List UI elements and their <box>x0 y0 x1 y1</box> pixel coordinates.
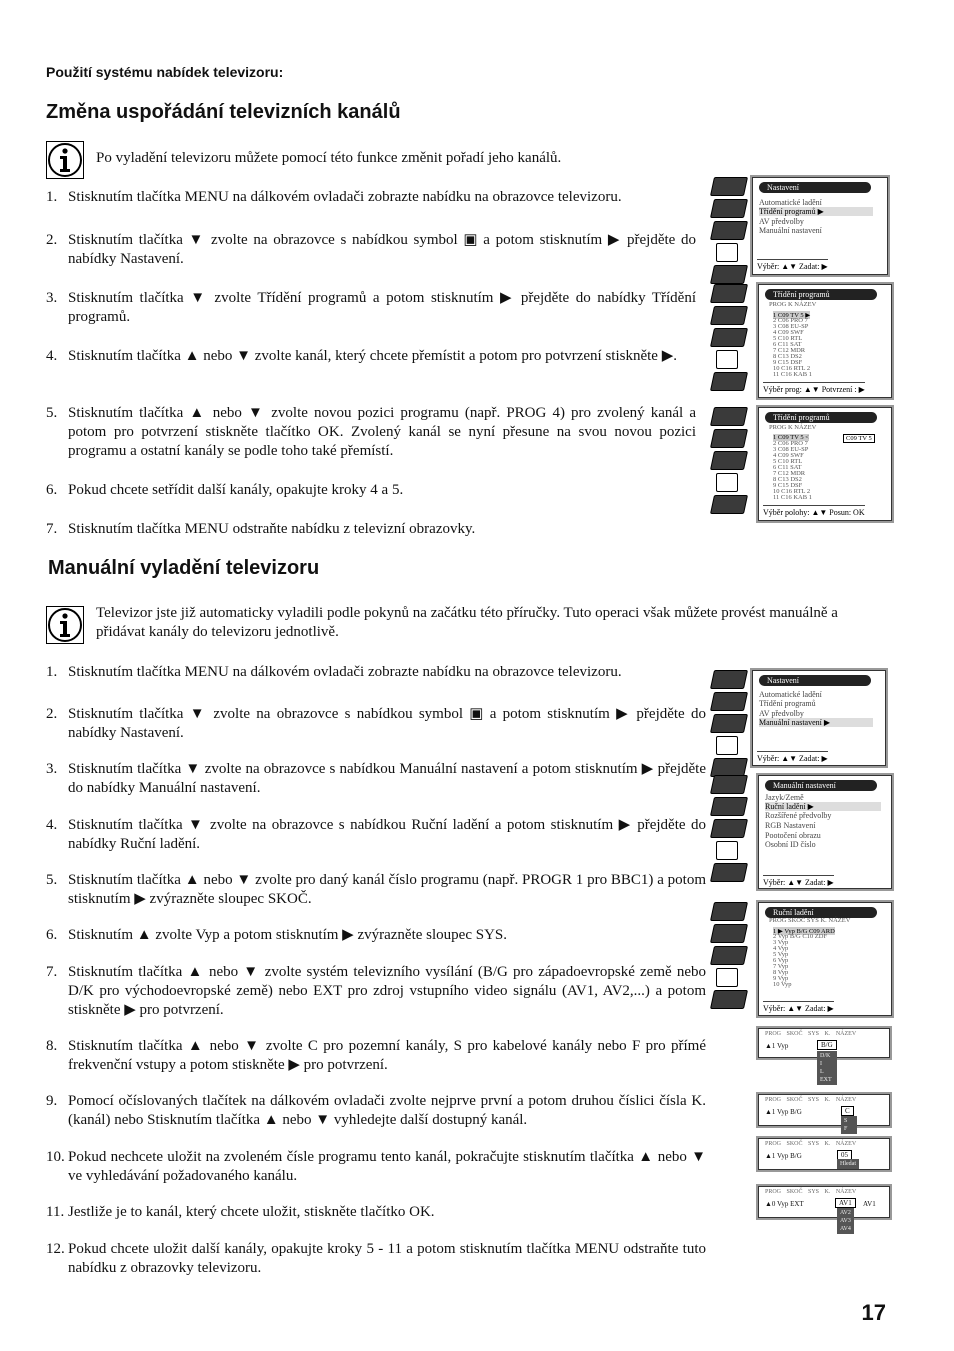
step-text: Stisknutím tlačítka ▲ nebo ▼ zvolte novou pozici programu (např. PROG 4) pro zvolený kanál a potom pro potvrzení stiskněte tlačítko OK. Zvolený kanál se nyní přesune na svou novou pozici programu a ostatní kanály se podle toho také přemístí. <box>68 405 696 459</box>
strip-ext: PROG SKOČ SYS K. NÁZEV ▲0 Vyp EXT AV1 AV1 AV2 AV3 AV4 <box>758 1186 890 1218</box>
step-item <box>46 663 706 682</box>
menu-row: 10 C16 RTL 2 <box>773 488 811 495</box>
step-text: Stisknutím tlačítka ▼ zvolte na obrazovce s nabídkou Ruční ladění a potom stisknutím ▶ přejděte do nabídky Ruční ladění. <box>68 817 706 852</box>
step-text: Stisknutím tlačítka ▲ nebo ▼ zvolte systém televizního vysílání (B/G pro západoevropské země nebo D/K pro východoevropské země) nebo EXT pro zdroj vstupního video signálu (AV1, AV2,...) a potom stiskněte ▶ pro potvrzení. <box>68 964 706 1018</box>
menu-row: 4 C09 SWF <box>773 329 804 336</box>
step-number: 3. <box>46 290 58 306</box>
menu-row: 7 C12 MDR <box>773 347 806 354</box>
section-header: Použití systému nabídek televizoru: <box>46 64 284 80</box>
menu-nastaveni-1: Nastavení Automatické ladění Třídění programů ▶ AV předvolby Manuální nastavení Výběr: ▲▼ Zadat: ▶ <box>708 177 888 277</box>
step-item <box>46 404 696 461</box>
step-text: Stisknutím tlačítka ▲ nebo ▼ zvolte pro daný kanál číslo programu (např. PROGR 1 pro BBC1) a potom stisknutím ▶ zvýrazněte sloupec SKOČ. <box>68 872 706 907</box>
step-number: 4. <box>46 817 58 833</box>
menu-row: 2 C06 PRO 7 <box>773 317 808 324</box>
menu-row: 2 C06 PRO 7 <box>773 440 808 447</box>
menu-row: 1 C09 TV 5 < <box>773 434 809 441</box>
step-text: Stisknutím tlačítka ▼ zvolte na obrazovce s nabídkou symbol ▣ a potom stisknutím ▶ přejděte do nabídky Nastavení. <box>68 232 696 267</box>
menu-row: 3 C08 EU-SP <box>773 323 809 330</box>
menu-manualni: Manuální nastavení Jazyk/Země Ruční ladění ▶ Rozšířené předvolby RGB Nastavení Pootočení obrazu Osobní ID číslo Výběr: ▲▼ Zadat: ▶ <box>708 775 892 891</box>
step-number: 11. <box>46 1204 65 1220</box>
menu-row: 3 C08 EU-SP <box>773 446 809 453</box>
menu-row: 5 C10 RTL <box>773 458 803 465</box>
step-number: 5. <box>46 872 58 888</box>
step-item <box>46 760 706 798</box>
step-item <box>46 963 706 1020</box>
step-item <box>46 481 696 500</box>
menu-nastaveni-2: Nastavení Automatické ladění Třídění programů AV předvolby Manuální nastavení ▶ Výběr: ▲▼ Zadat: ▶ <box>708 670 888 768</box>
step-number: 12. <box>46 1241 65 1257</box>
menu-row: 8 C13 DS2 <box>773 476 802 483</box>
step-item <box>46 926 706 945</box>
menu-row: 11 C16 KAB 1 <box>773 494 812 501</box>
menu-row: 1 ▶ Vyp B/G C09 ARD <box>773 928 835 935</box>
step-number: 2. <box>46 232 58 248</box>
strip-channel: PROG SKOČ SYS K. NÁZEV ▲1 Vyp B/G 05 Hledat <box>758 1138 890 1170</box>
menu-row: 9 Vyp <box>773 975 789 982</box>
step-text: Stisknutím tlačítka ▲ nebo ▼ zvolte C pro pozemní kanály, S pro kabelové kanály nebo F pro přímé frekvenční vstupy a potom stiskněte ▶ pro potvrzení. <box>68 1038 706 1073</box>
step-item <box>46 1148 706 1186</box>
step-text: Stisknutím tlačítka MENU odstraňte nabídku z televizní obrazovky. <box>68 521 476 537</box>
menu-row: 1 C09 TV 5 ▶ <box>773 312 811 319</box>
info-icon <box>46 606 84 644</box>
step-number: 7. <box>46 964 58 980</box>
section2-intro: Televizor jste již automaticky vyladili podle pokynů na začátku této příručky. Tuto operaci však můžete provést manuálně a přidávat kanály do televizoru jednotlivě. <box>96 605 838 640</box>
step-number: 6. <box>46 482 58 498</box>
menu-row: 5 Vyp <box>773 951 789 958</box>
step-number: 1. <box>46 189 58 205</box>
strip-sys: PROG SKOČ SYS K. NÁZEV ▲1 Vyp B/G D/K I L EXT <box>758 1028 890 1058</box>
menu-row: 6 C11 SAT <box>773 341 802 348</box>
step-number: 5. <box>46 405 58 421</box>
menu-row: 9 C15 DSF <box>773 482 803 489</box>
menu-trideni-2: Třídění programů PROG K NÁZEV C09 TV 5 1 C09 TV 5 < 2 C06 PRO 7 3 C08 EU-SP 4 C09 SWF 5 C10 RTL 6 C11 SAT 7 C12 MDR 8 C13 DS2 9 C15 DSF 10 C16 RTL 2 11 C16 KAB 1 Výběr polohy: ▲▼ Posun: OK <box>708 407 892 523</box>
section1-title: Změna uspořádání televizních kanálů <box>46 101 401 123</box>
step-text: Pokud nechcete uložit na zvoleném čísle programu tento kanál, pokračujte stisknutím tlačítka ▲ nebo ▼ ve vyhledávání požadovaného kanálu. <box>68 1149 706 1184</box>
info-icon <box>46 141 84 179</box>
step-number: 9. <box>46 1093 58 1109</box>
menu-row: 5 C10 RTL <box>773 335 803 342</box>
menu-row: 4 C09 SWF <box>773 452 804 459</box>
step-number: 3. <box>46 761 58 777</box>
step-text: Pokud chcete uložit další kanály, opakujte kroky 5 - 11 a potom stisknutím tlačítka MENU odstraňte tuto nabídku z obrazovky televizoru. <box>68 1241 706 1276</box>
step-number: 8. <box>46 1038 58 1054</box>
menu-trideni-1: Třídění programů PROG K NÁZEV 1 C09 TV 5 ▶ 2 C06 PRO 7 3 C08 EU-SP 4 C09 SWF 5 C10 RTL 6 C11 SAT 7 C12 MDR 8 C13 DS2 9 C15 DSF 10 C16 RTL 2 11 C16 KAB 1 Výběr prog: ▲▼ Potvrzení : ▶ <box>708 284 892 400</box>
menu-row: 9 C15 DSF <box>773 359 803 366</box>
step-item <box>46 1203 706 1222</box>
step-text: Stisknutím tlačítka MENU na dálkovém ovladači zobrazte nabídku na obrazovce televizoru. <box>68 664 622 680</box>
menu-row: 11 C16 KAB 1 <box>773 371 812 378</box>
step-number: 7. <box>46 521 58 537</box>
menu-row: 10 C16 RTL 2 <box>773 365 811 372</box>
strip-k: PROG SKOČ SYS K. NÁZEV ▲1 Vyp B/G C S F <box>758 1094 890 1126</box>
step-item <box>46 231 696 269</box>
step-text: Jestliže je to kanál, který chcete uložit, stiskněte tlačítko OK. <box>68 1204 435 1220</box>
menu-row: 6 C11 SAT <box>773 464 802 471</box>
step-text: Stisknutím ▲ zvolte Vyp a potom stisknutím ▶ zvýrazněte sloupec SYS. <box>68 927 507 943</box>
step-item <box>46 871 706 909</box>
step-number: 10. <box>46 1149 65 1165</box>
step-item <box>46 1037 706 1075</box>
menu-rucni-ladeni: Ruční ladění PROG SKOČ SYS K. NÁZEV Výběr: ▲▼ Zadat: ▶ 1 ▶ Vyp B/G C09 ARD 2 Vyp B/G C10 ZDF 3 Vyp 4 Vyp 5 Vyp 6 Vyp 7 Vyp 8 Vyp 9 Vyp 10 Vyp <box>708 902 892 1018</box>
step-number: 6. <box>46 927 58 943</box>
menu-row: 7 C12 MDR <box>773 470 806 477</box>
step-text: Stisknutím tlačítka ▼ zvolte na obrazovce s nabídkou Manuální nastavení a potom stisknutím ▶ přejděte do nabídky Manuální nastavení. <box>68 761 706 796</box>
step-item <box>46 1092 706 1130</box>
step-text: Stisknutím tlačítka MENU na dálkovém ovladači zobrazte nabídku na obrazovce televizoru. <box>68 189 622 205</box>
menu-row: 10 Vyp <box>773 981 792 988</box>
step-item <box>46 289 696 327</box>
step-item <box>46 520 696 539</box>
menu-footer: Výběr polohy: ▲▼ Posun: OK <box>763 505 865 517</box>
menu-row: 3 Vyp <box>773 939 789 946</box>
menu-row: 8 C13 DS2 <box>773 353 802 360</box>
menu-row: 2 Vyp B/G C10 ZDF <box>773 933 828 940</box>
step-item <box>46 1240 706 1278</box>
step-item <box>46 705 706 743</box>
page-number: 17 <box>861 1300 886 1325</box>
step-text: Pokud chcete setřídit další kanály, opakujte kroky 4 a 5. <box>68 482 404 498</box>
step-text: Stisknutím tlačítka ▼ zvolte Třídění programů a potom stisknutím ▶ přejděte do nabídky Třídění programů. <box>68 290 696 325</box>
step-text: Pomocí očíslovaných tlačítek na dálkovém ovladači zvolte nejprve první a potom druhou číslici čísla K. (kanál) nebo Stisknutím tlačítka ▲ nebo ▼ vyhledejte další dostupný kanál. <box>68 1093 706 1128</box>
section1-intro: Po vyladění televizoru můžete pomocí této funkce změnit pořadí jeho kanálů. <box>96 150 562 166</box>
step-item <box>46 347 696 366</box>
step-number: 1. <box>46 664 58 680</box>
menu-row: 8 Vyp <box>773 969 789 976</box>
step-number: 2. <box>46 706 58 722</box>
step-number: 4. <box>46 348 58 364</box>
menu-row: 6 Vyp <box>773 957 789 964</box>
step-text: Stisknutím tlačítka ▼ zvolte na obrazovce s nabídkou symbol ▣ a potom stisknutím ▶ přejděte do nabídky Nastavení. <box>68 706 706 741</box>
menu-footer: Výběr prog: ▲▼ Potvrzení : ▶ <box>763 382 865 394</box>
step-text: Stisknutím tlačítka ▲ nebo ▼ zvolte kanál, který chcete přemístit a potom pro potvrzení stiskněte ▶. <box>68 348 678 364</box>
menu-row: 4 Vyp <box>773 945 789 952</box>
step-item <box>46 816 706 854</box>
menu-row: 7 Vyp <box>773 963 789 970</box>
section2-title: Manuální vyladění televizoru <box>48 557 320 579</box>
step-item <box>46 188 696 207</box>
